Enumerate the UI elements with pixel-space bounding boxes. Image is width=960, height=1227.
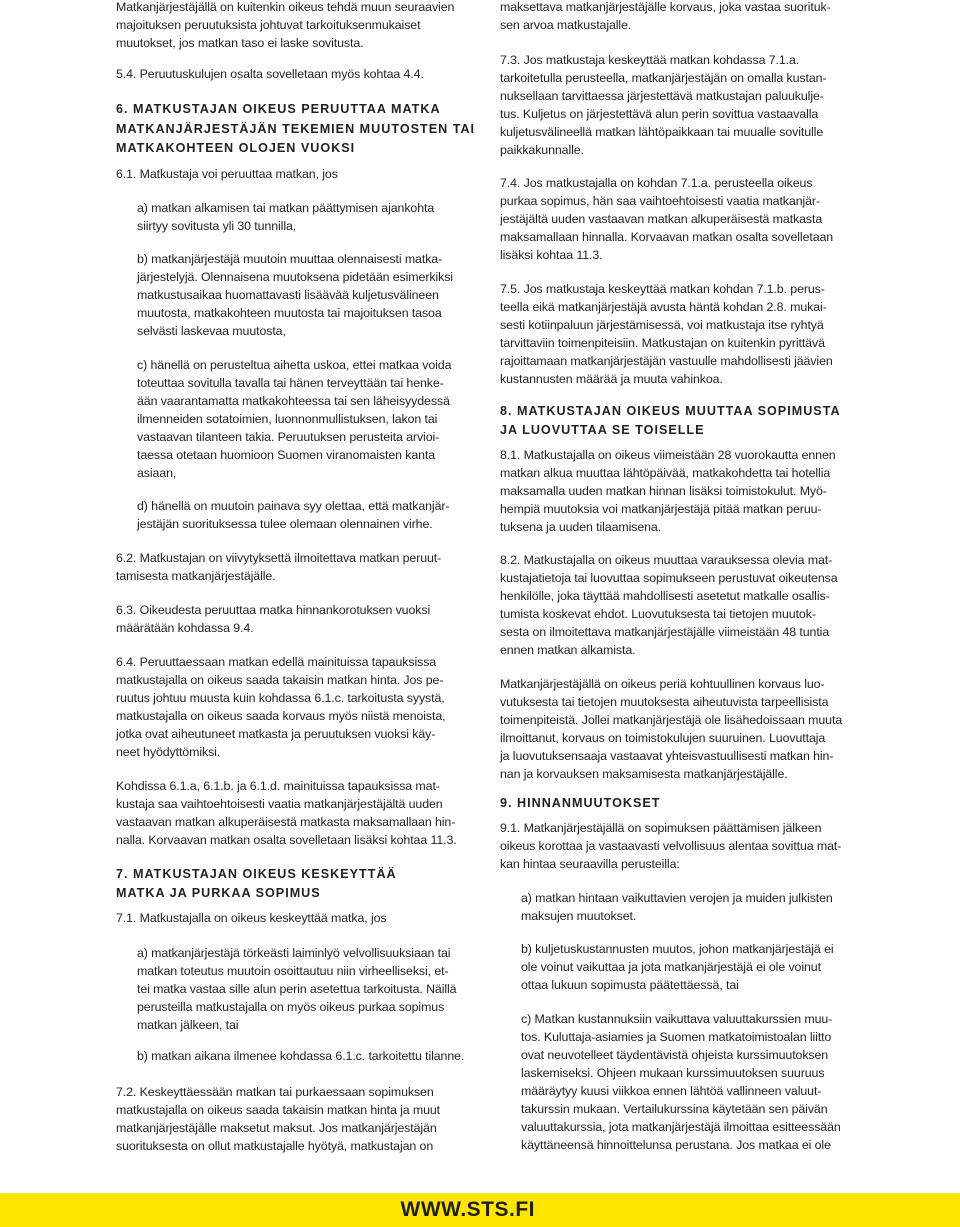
section-heading: 9. HINNANMUUTOKSET — [500, 796, 661, 810]
list-item-text: ään vaarantamatta matkakohteessa tai sen läheisyydessä — [137, 394, 450, 408]
list-item-text: matkustusaikaa huomattavasti lisäävää kuljetusvälineen — [137, 288, 439, 302]
list-item-text: takurssin mukaan. Vertailukurssina käytetään sen päivän — [521, 1102, 828, 1116]
body-text: 6.3. Oikeudesta peruuttaa matka hinnankorotuksen vuoksi — [116, 603, 431, 617]
body-text: 7.5. Jos matkustaja keskeyttää matkan kohdan 7.1.b. perus- — [500, 282, 825, 296]
body-text: sen arvoa matkustajalle. — [500, 18, 632, 32]
footer-bar — [0, 1193, 960, 1227]
body-text: majoituksen peruutuksista johtuvat tarkoituksenmukaiset — [116, 18, 421, 32]
body-text: 7.3. Jos matkustaja keskeyttää matkan kohdassa 7.1.a. — [500, 53, 800, 67]
body-text: jestäjältä uuden vastaavan matkan alkuperäisestä matkasta — [500, 212, 823, 226]
section-heading: MATKANJÄRJESTÄJÄN TEKEMIEN MUUTOSTEN TAI — [116, 122, 476, 136]
body-text: matkustajalla on oikeus saada takaisin matkan hinta ja muut — [116, 1103, 441, 1117]
body-text: 7.1. Matkustajalla on oikeus keskeyttää matka, jos — [116, 911, 387, 925]
list-item-text: valuuttakurssia, jota matkanjärjestäjä ilmoittaa esitteessään — [521, 1120, 841, 1134]
body-text: kan hintaa seuraavilla perusteilla: — [500, 857, 680, 871]
list-item-text: d) hänellä on muutoin painava syy olettaa, että matkanjär- — [137, 499, 450, 513]
body-text: 8.2. Matkustajalla on oikeus muuttaa varauksessa olevia mat- — [500, 553, 833, 567]
section-heading: 6. MATKUSTAJAN OIKEUS PERUUTTAA MATKA — [116, 102, 441, 116]
body-text: muutokset, jos matkan taso ei laske sovitusta. — [116, 36, 364, 50]
list-item-text: taessa otetaan huomioon Suomen viranomaisten kanta — [137, 448, 436, 462]
body-text: kustannusten määrää ja muuta vahinkoa. — [500, 372, 723, 386]
list-item-text: ole voinut vaikuttaa ja jota matkanjärjestäjä ei ole voinut — [521, 960, 821, 974]
list-item-text: ottaa lukuun sopimusta päätettäessä, tai — [521, 978, 739, 992]
body-text: lisäksi kohtaa 11.3. — [500, 248, 603, 262]
body-text: Matkanjärjestäjällä on oikeus periä kohtuullinen korvaus luo- — [500, 677, 825, 691]
body-text: määrätään kohdassa 9.4. — [116, 621, 254, 635]
body-text: 5.4. Peruutuskulujen osalta sovelletaan myös kohtaa 4.4. — [116, 67, 424, 81]
body-text: matkanjärjestäjälle maksetut maksut. Jos matkanjärjestäjän — [116, 1121, 437, 1135]
body-text: 6.2. Matkustajan on viivytyksettä ilmoitettava matkan peruut- — [116, 551, 442, 565]
list-item-text: matkan jälkeen, tai — [137, 1018, 239, 1032]
body-text: kuljetusvälineellä matkan lähtöpaikkaan tai muualle sovitulle — [500, 125, 824, 139]
body-text: tumista koskevat ehdot. Luovutuksesta tai tietojen muutok- — [500, 607, 816, 621]
section-heading: 7. MATKUSTAJAN OIKEUS KESKEYTTÄÄ — [116, 867, 397, 881]
body-text: ruutus johtuu muusta kuin kohdassa 6.1.c. tarkoitusta syystä, — [116, 691, 445, 705]
list-item-text: ilmenneiden sotatoimien, luonnonmullistuksen, lakon tai — [137, 412, 438, 426]
body-text: kustaja saa vaihtoehtoisesti vaatia matkanjärjestäjältä uuden — [116, 797, 443, 811]
body-text: hempiä muutoksia voi matkanjärjestäjä pitää matkan peruu- — [500, 502, 822, 516]
body-text: matkan alkua muuttaa lähtöpäivää, matkakohdetta tai hotellia — [500, 466, 831, 480]
body-text: tarkoitetulla perusteella, matkanjärjestäjän on omalla kustan- — [500, 71, 827, 85]
list-item-text: b) matkanjärjestäjä muutoin muuttaa olennaisesti matka- — [137, 252, 443, 266]
body-text: sesti kotiinpaluun järjestämisessä, voi matkustaja itse ryhtyä — [500, 318, 824, 332]
list-item-text: c) hänellä on perusteltua aihetta uskoa, ettei matkaa voida — [137, 358, 452, 372]
body-text: ennen matkan alkamista. — [500, 643, 636, 657]
body-text: matkustajalla on oikeus saada korvaus myös niistä menoista, — [116, 709, 446, 723]
body-text: 8.1. Matkustajalla on oikeus viimeistään 28 vuorokautta ennen — [500, 448, 836, 462]
list-item-text: asiaan, — [137, 466, 177, 480]
list-item-text: muutosta, matkakohteen muutosta tai majoituksen tasoa — [137, 306, 442, 320]
body-text: 7.4. Jos matkustajalla on kohdan 7.1.a. perusteella oikeus — [500, 176, 813, 190]
body-text: nalla. Korvaavan matkan osalta sovelletaan lisäksi kohtaa 11.3. — [116, 833, 457, 847]
list-item-text: perusteilla matkustajalla on myös oikeus purkaa sopimus — [137, 1000, 445, 1014]
section-heading: 8. MATKUSTAJAN OIKEUS MUUTTAA SOPIMUSTA — [500, 404, 841, 418]
body-text: Matkanjärjestäjällä on kuitenkin oikeus tehdä muun seuraavien — [116, 0, 455, 14]
list-item-text: a) matkan alkamisen tai matkan päättymisen ajankohta — [137, 201, 435, 215]
list-item-text: selvästi laskevaa muutosta, — [137, 324, 286, 338]
body-text: jotka ovat aiheutuneet matkasta ja peruutuksen vuoksi käy- — [116, 727, 436, 741]
list-item-text: maksujen muutokset. — [521, 909, 637, 923]
body-text: kustajatietoja tai luovuttaa sopimukseen perustuvat oikeutensa — [500, 571, 838, 585]
body-text: matkustajalla on oikeus saada takaisin matkan hinta. Jos pe- — [116, 673, 444, 687]
body-text: vastaavan matkan alkuperäisestä matkasta maksamallaan hin- — [116, 815, 456, 829]
list-item-text: b) kuljetuskustannusten muutos, johon matkanjärjestäjä ei — [521, 942, 834, 956]
body-text: Kohdissa 6.1.a, 6.1.b. ja 6.1.d. mainituissa tapauksissa mat- — [116, 779, 440, 793]
body-text: 6.4. Peruuttaessaan matkan edellä mainituissa tapauksissa — [116, 655, 437, 669]
list-item-text: a) matkanjärjestäjä törkeästi laiminlyö velvollisuuksiaan tai — [137, 946, 451, 960]
body-text: suorituksesta on ollut matkustajalle hyötyä, matkustajan on — [116, 1139, 434, 1153]
list-item-text: käyttäneensä hinnoittelunsa perustana. Jos matkaa ei ole — [521, 1138, 831, 1152]
body-text: 7.2. Keskeyttäessään matkan tai purkaessaan sopimuksen — [116, 1085, 434, 1099]
body-text: oikeus korottaa ja vastaavasti velvollisuus alentaa sovittua mat- — [500, 839, 842, 853]
body-text: maksamallaan hinnalla. Korvaavan matkan osalta sovelletaan — [500, 230, 834, 244]
body-text: rajoittamaan matkanjärjestäjän vastuulle mahdollisesti jäävien — [500, 354, 833, 368]
body-text: 6.1. Matkustaja voi peruuttaa matkan, jos — [116, 167, 338, 181]
list-item-text: laskemiseksi. Ohjeen mukaan kurssimuutoksen suuruus — [521, 1066, 825, 1080]
body-text: sesta on ilmoitettava matkanjärjestäjälle viimeistään 48 tuntia — [500, 625, 830, 639]
list-item-text: a) matkan hintaan vaikuttavien verojen ja muiden julkisten — [521, 891, 833, 905]
list-item-text: c) Matkan kustannuksiin vaikuttava valuuttakurssien muu- — [521, 1012, 833, 1026]
list-item-text: tei matka vastaa sille alun perin asetettua tarkoitusta. Näillä — [137, 982, 457, 996]
list-item-text: ovat neuvotelleet täydentävistä ohjeista kurssimuutoksen — [521, 1048, 829, 1062]
section-heading: MATKA JA PURKAA SOPIMUS — [116, 886, 321, 900]
body-text: nuksellaan tarvittaessa järjestettävä matkustajan paluukulje- — [500, 89, 824, 103]
list-item-text: matkan toteutus muutoin osoittautuu niin virheelliseksi, et- — [137, 964, 449, 978]
body-text: paikkakunnalle. — [500, 143, 584, 157]
body-text: toimenpiteistä. Jollei matkanjärjestäjä ole lisähedoissaan muuta — [500, 713, 843, 727]
body-text: 9.1. Matkanjärjestäjällä on sopimuksen päättämisen jälkeen — [500, 821, 822, 835]
body-text: tus. Kuljetus on järjestettävä alun perin sovittua vastaavalla — [500, 107, 819, 121]
list-item-text: toteuttaa sovitulla tavalla tai hänen terveyttään tai henke- — [137, 376, 444, 390]
body-text: nan ja korvauksen maksamisesta matkanjärjestäjälle. — [500, 767, 788, 781]
list-item-text: tos. Kuluttaja-asiamies ja Suomen matkatoimistoalan liitto — [521, 1030, 832, 1044]
list-item-text: siirtyy sovitusta yli 30 tunnilla, — [137, 219, 297, 233]
list-item-text: määräytyy kuusi viikkoa ennen lähtöä vallinneen valuut- — [521, 1084, 822, 1098]
list-item-text: järjestelyjä. Olennaisena muutoksena pidetään esimerkiksi — [137, 270, 453, 284]
website-link[interactable]: WWW.STS.FI — [400, 1198, 535, 1221]
body-text: purkaa sopimus, hän saa vaihtoehtoisesti vaatia matkanjär- — [500, 194, 820, 208]
list-item-text: vastaavan tilanteen takia. Peruutuksen perusteita arvioi- — [137, 430, 440, 444]
body-text: tuksena ja uuden tilaamisena. — [500, 520, 662, 534]
body-text: teella eikä matkanjärjestäjä avusta häntä kohdan 2.8. mukai- — [500, 300, 827, 314]
body-text: tarvittaviin toimenpiteisiin. Matkustajan on kuitenkin pyrittävä — [500, 336, 825, 350]
body-text: maksettava matkanjärjestäjälle korvaus, joka vastaa suorituk- — [500, 0, 831, 14]
body-text: tamisesta matkanjärjestäjälle. — [116, 569, 276, 583]
body-text: ilmoittanut, korvaus on toimistokulujen suuruinen. Luovuttaja — [500, 731, 826, 745]
section-heading: JA LUOVUTTAA SE TOISELLE — [500, 423, 705, 437]
body-text: neet hyödyttömiksi. — [116, 745, 221, 759]
list-item-text: jestäjän suorituksessa tulee olemaan olennainen virhe. — [137, 517, 433, 531]
section-heading: MATKAKOHTEEN OLOJEN VUOKSI — [116, 141, 356, 155]
body-text: henkilölle, joka täyttää mahdollisesti asetetut matkalle osallis- — [500, 589, 830, 603]
body-text: ja luovutuksensaaja vastaavat yhteisvastuullisesti matkan hin- — [500, 749, 834, 763]
body-text: maksamalla uuden matkan hinnan lisäksi toimistokulut. Myö- — [500, 484, 827, 498]
body-text: vutuksesta tai tietojen muutoksesta aiheutuvista tarpeellisista — [500, 695, 829, 709]
list-item-text: b) matkan aikana ilmenee kohdassa 6.1.c. tarkoitettu tilanne. — [137, 1049, 465, 1063]
